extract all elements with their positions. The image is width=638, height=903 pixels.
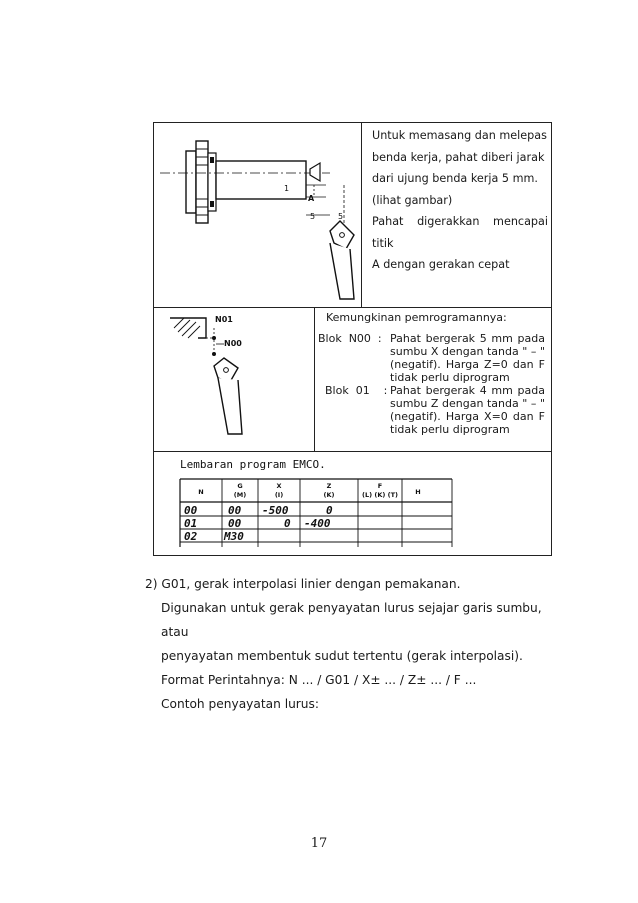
header-f: F: [377, 482, 383, 490]
program-sheet-grid: [154, 452, 551, 555]
svg-text:A: A: [308, 194, 315, 203]
svg-text:1: 1: [284, 184, 290, 193]
figure1-description: [372, 125, 548, 276]
description-line: Pahat digerakkan mencapai titik: [372, 215, 548, 250]
block-label: Blok 01 :: [318, 384, 388, 397]
svg-text:5: 5: [310, 212, 316, 221]
header-n: N: [198, 488, 204, 496]
cell: -500: [262, 504, 289, 517]
figure-row-1: [154, 123, 551, 308]
description-line: benda kerja, pahat diberi jarak: [372, 150, 545, 164]
lathe-setup-drawing: [154, 123, 361, 308]
header-f-sub: (L) (K) (T): [362, 491, 398, 499]
tool-path-drawing: [154, 308, 314, 452]
block-n00: [318, 332, 548, 384]
figure-table: [153, 122, 552, 556]
description-line: Untuk memasang dan melepas: [372, 129, 547, 142]
cell: 01: [184, 517, 198, 530]
column-divider: [361, 123, 362, 308]
column-divider: [314, 308, 315, 452]
header-z: Z: [326, 482, 332, 490]
description-line: (lihat gambar): [372, 193, 453, 207]
body-line: penyayatan membentuk sudut tertentu (gerak interpolasi).: [161, 649, 523, 663]
cell: 0: [326, 504, 333, 517]
format-line: Format Perintahnya: N ... / G01 / X± ... / Z± ... / F ...: [161, 673, 477, 687]
label-n01: N01: [215, 315, 233, 324]
block-description: Pahat bergerak 4 mm pada sumbu Z dengan tanda " – " (negatif). Harga X=0 dan F tidak perlu diprogram: [390, 384, 545, 436]
svg-text:5: 5: [338, 212, 344, 221]
cell: M30: [224, 530, 244, 543]
cell: -400: [304, 517, 331, 530]
block-label: Blok N00 :: [318, 332, 382, 345]
cell: 00: [184, 504, 198, 517]
list-item-heading: 2) G01, gerak interpolasi linier dengan pemakanan.: [145, 577, 461, 591]
page-number: 17: [310, 836, 328, 851]
body-line: Digunakan untuk gerak penyayatan lurus sejajar garis sumbu, atau: [161, 601, 542, 639]
body-line: Contoh penyayatan lurus:: [161, 697, 319, 711]
cell: 00: [228, 504, 242, 517]
header-x-sub: (I): [274, 491, 284, 499]
header-h: H: [415, 488, 421, 496]
header-g-sub: (M): [233, 491, 247, 499]
programming-heading: Kemungkinan pemrogramannya:: [326, 311, 507, 324]
figure2-description: [318, 311, 548, 436]
block-description: Pahat bergerak 5 mm pada sumbu X dengan tanda " – " (negatif). Harga Z=0 dan F tidak perlu diprogram: [390, 332, 545, 384]
cell: 02: [184, 530, 198, 543]
body-text: [145, 572, 565, 716]
description-line: dari ujung benda kerja 5 mm.: [372, 172, 538, 185]
program-sheet: [154, 452, 551, 555]
cell: 0: [284, 517, 291, 530]
description-line: A dengan gerakan cepat: [372, 258, 510, 271]
header-x: X: [276, 482, 282, 490]
header-z-sub: (K): [323, 491, 335, 499]
cell: 00: [228, 517, 242, 530]
header-g: G: [237, 482, 243, 490]
label-n00: N00: [224, 339, 242, 348]
block-01: [318, 384, 548, 436]
figure-row-2: [154, 308, 551, 452]
program-sheet-title: Lembaran program EMCO.: [180, 458, 326, 471]
